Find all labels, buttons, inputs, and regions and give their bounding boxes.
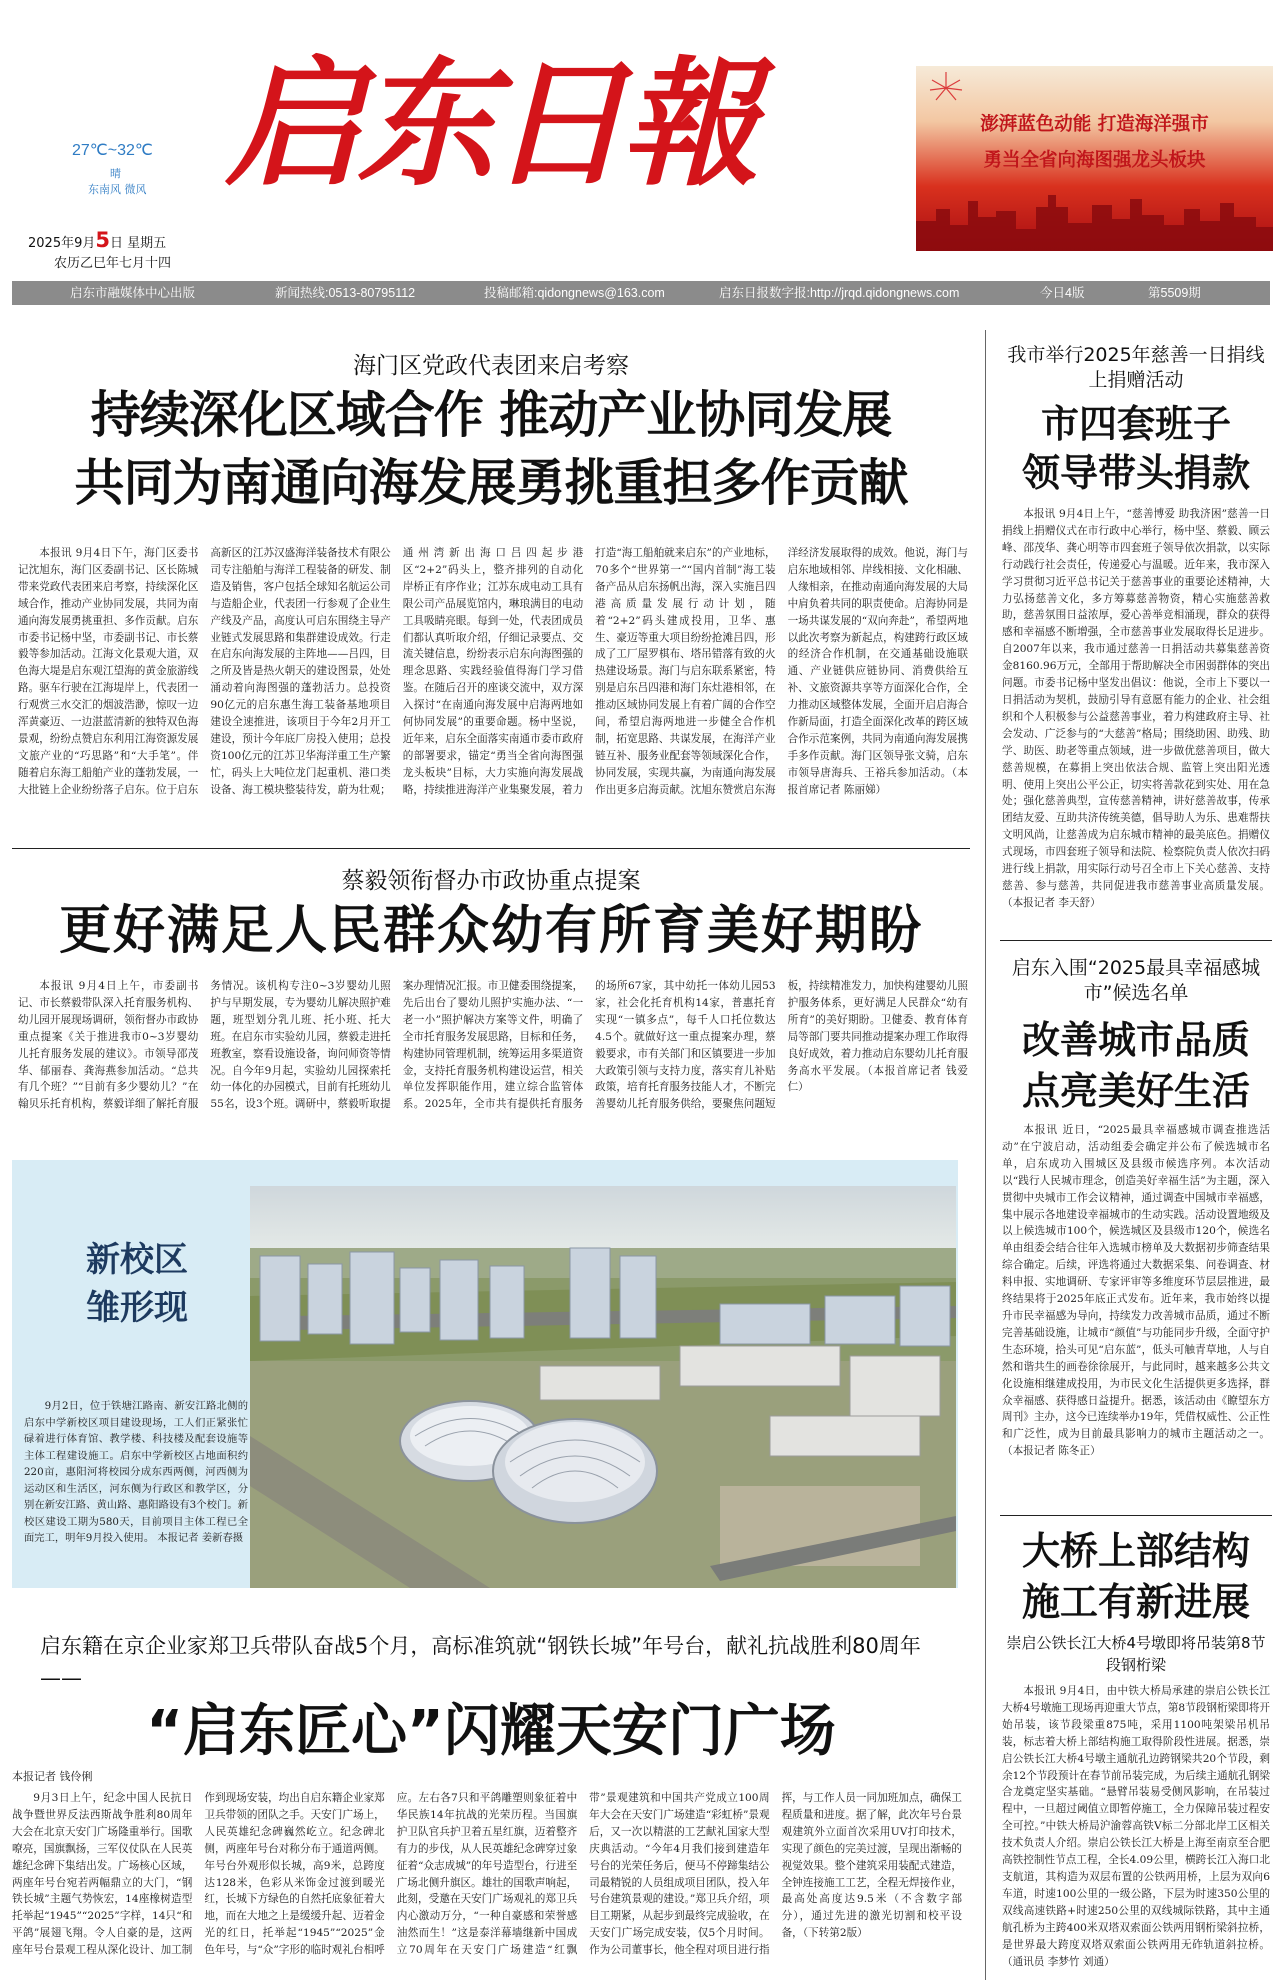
lunar-date: 农历乙巳年七月十四 [54, 256, 172, 271]
weather-temperature: 27℃~32℃ [72, 142, 153, 159]
right-story1-text: 本报讯 9月4日上午，“慈善博爱 助我济困”慈善一日捐线上捐赠仪式在市行政中心举行，杨中坚、蔡毅、顾云峰、邵茂华、龚心明等市四套班子领导依次捐款，以实际行动践行社会责任，传递爱心与温暖。近年来，我市深入学习贯彻习近平总书记关于慈善事业的重要论述精神，大力弘扬慈善文化，多方筹募慈善物资，精心实施慈善救助，慈善氛围日益浓厚，爱心善举竞相涌现，群众的获得感和幸福感不断增强，全市慈善事业发展取得长足进步。自2007年以来，我市通过慈善一日捐活动共募集慈善资金8160.96万元，全部用于帮助解决全市困弱群体的突出问题。市委书记杨中坚发出倡议：他说，全市上下要以一日捐活动为契机，鼓励引导有意愿有能力的企业、社会组织和个人积极参与公益慈善事业，着力构建政府主导、社会发动、广泛参与的“大慈善”格局；围绕助困、助残、助学、助医、助老等重点领域，进一步做优慈善项目，做大慈善规模，在募捐上突出依法合规、监管上突出阳光透明、使用上突出公平公正，切实将善款花到实处、用在急处；强化慈善典型，宣传慈善精神，讲好慈善故事，传承团结友爱、互助共济传统美德，倡导助人为乐、患难帮扶文明风尚，让慈善成为启东城市精神的最美底色。捐赠仪式现场，市四套班子领导和法院、检察院负责人依次扫码进行线上捐款，用实际行动号召全市上下关心慈善、支持慈善、参与慈善，共同促进我市慈善事业高质量发展。（本报记者 李天舒） [1002, 508, 1270, 909]
weather-wind: 东南风 微风 [88, 183, 147, 196]
photo-title-line1: 新校区 [86, 1240, 188, 1280]
page-count: 今日4版 [1040, 286, 1085, 300]
banner-line-2: 勇当全省向海图强龙头板块 [983, 150, 1206, 171]
article3-headline: “启东匠心”闪耀天安门广场 [146, 1699, 836, 1764]
article3-body [12, 1790, 962, 1980]
publisher-label: 启东市融媒体中心出版 [70, 286, 196, 300]
news-hotline: 新闻热线:0513-80795112 [275, 286, 416, 300]
article1-body [18, 545, 968, 840]
photo-title-line2: 雏形现 [86, 1288, 188, 1328]
info-bar [12, 281, 1270, 305]
city-skyline-graphic [916, 181, 1273, 251]
right-story2-headline [1000, 1015, 1272, 1117]
article2-body [18, 978, 968, 1118]
right-story1-headline-line2: 领导带头捐款 [1021, 451, 1250, 495]
photo-caption [24, 1398, 248, 1547]
right-story2-body [1002, 1122, 1270, 1510]
article1-headline-line2: 共同为南通向海发展勇挑重担多作贡献 [74, 454, 908, 512]
right-story1-headline [1000, 400, 1272, 498]
weather-condition: 晴 [110, 167, 121, 180]
banner-line-1: 澎湃蓝色动能 打造海洋强市 [980, 114, 1209, 135]
right-story3-headline [1000, 1526, 1272, 1628]
column-divider [985, 330, 986, 1980]
submission-email[interactable]: 投稿邮箱:qidongnews@163.com [484, 286, 665, 300]
date-suffix: 日 星期五 [109, 236, 167, 251]
article3-text: 9月3日上午，纪念中国人民抗日战争暨世界反法西斯战争胜利80周年大会在北京天安门广场隆重举行。国歌嘹亮，国旗飘扬，三军仪仗队在人民英雄纪念碑下集结出发。广场核心区域，两座年号台宛若两幅鼎立的大门，“钢铁长城”主题气势恢宏，14座橡树造型托举起“1945”“2025”字样，14只“和平鸽”展翅飞翔。令人自豪的是，这两座年号台景观工程从深化设计、加工制作到现场安装，均出自启东籍企业家郑卫兵带领的团队之手。天安门广场上，人民英雄纪念碑巍然屹立。纪念碑北侧，两座年号台对称分布于通道两侧。年号台外观形似长城，高9米，总跨度达128米，色彩从米饰金过渡到暖光红，长城下方绿色的自然托底象征着大地，而在大地之上是缓缓升起、迈着金光的红日，托举起“1945”“2025”金色年号，与“众”字形的临时观礼台相呼应。左右各7只和平鸽雕塑则象征着中华民族14年抗战的光荣历程。当国旗护卫队官兵护卫着五星红旗，迈着整齐有力的步伐，从人民英雄纪念碑穿过象征着“众志成城”的年号造型台，行进至广场北侧升旗区。雄壮的国歌声响起，此刻，受邀在天安门广场观礼的郑卫兵内心激动万分，“一种自豪感和荣誉感油然而生！”这是泰洋幕墙继新中国成立70周年在天安门广场建造“红飘带”景观建筑和中国共产党成立100周年大会在天安门广场建造“彩虹桥”景观后，又一次以精湛的工艺献礼国家大型庆典活动。“今年4月我们接到建造年号台的光荣任务后，便马不停蹄集结公司最精锐的人员组成项目团队，投入年号台建筑景观的建设。”郑卫兵介绍，项目工期紧，从起步到最终完成验收，在天安门广场完成安装，仅5个月时间。作为公司董事长，他全程对项目进行指挥，与工作人员一同加班加点，确保工程质量和进度。据了解，此次年号台景观建筑外立面首次采用UV打印技术，实现了颜色的完美过渡，呈现出渐畅的视觉效果。整个建筑采用装配式建造，全钟连接施工工艺，全程无焊接作业，最高处高度达9.5米（不含数字部分），通过先进的激光切割和校平设备，（下转第2版） [12, 1792, 962, 1957]
right-story3-text: 本报讯 9月4日，由中铁大桥局承建的崇启公铁长江大桥4号墩施工现场再迎重大节点，第8节段钢桁梁即将开始吊装，该节段梁重875吨，采用1100吨架梁吊机吊装，标志着大桥上部结构施工取得阶段性进展。据悉，崇启公铁长江大桥4号墩主通航孔边跨钢梁共20个节段，剩余12个节段预计在春节前吊装完成，为后续主通航孔钢梁合龙奠定坚实基础。“悬臂吊装易受侧风影响，在吊装过程中，一旦超过阈值立即暂停施工，全力保障吊装过程安全可控。”中铁大桥局沪渝蓉高铁V标二分部北岸工区相关技术负责人介绍。崇启公铁长江大桥是上海至南京至合肥高铁控制性节点工程，全长4.09公里，横跨长江入海口北支航道，其构造为双层布置的公铁两用桥，上层为双向6车道，时速100公里的一级公路，下层为时速350公里的双线高速铁路+时速250公里的双线城际铁路，其中主通航孔桥为主跨400米双塔双索面公铁两用钢桁梁斜拉桥，是世界最大跨度双塔双索面公铁两用无砟轨道斜拉桥。（通讯员 李梦竹 刘通） [1002, 1685, 1270, 1968]
article3-byline: 本报记者 钱伶俐 [12, 1770, 93, 1783]
section-divider [1000, 940, 1272, 941]
photo-caption-text: 9月2日，位于铁塘江路南、新安江路北侧的启东中学新校区项目建设现场，工人们正紧张忙碌着进行体育馆、教学楼、科技楼及配套设施等主体工程建设施工。启东中学新校区占地面积约220亩，惠阳河将校园分成东西两侧，河西侧为运动区和生活区，河东侧为行政区和教学区，分别在新安江路、黄山路、惠阳路设有3个校门。新校区建设工期为580天，目前项目主体工程已全面完工，明年9月投入使用。 本报记者 姜新春摄 [24, 1400, 248, 1544]
issue-date [28, 228, 166, 252]
right-story2-headline-line1: 改善城市品质 [1021, 1018, 1250, 1062]
digital-edition-link[interactable]: 启东日报数字报:http://jrqd.qidongnews.com [719, 286, 960, 300]
article1-text: 本报讯 9月4日下午，海门区委书记沈旭东，海门区委副书记、区长陈城带来党政代表团来启考察，持续深化区域合作，推动产业协同发展，共同为南通向海发展勇挑重担、多作贡献。启东市委书记杨中坚，市委副书记、市长蔡毅等参加活动。江海文化景观大道，双色海大堤是启东观江望海的黄金旅游线路。驱车行驶在江海堤岸上，代表团一行观赏三水交汇的烟波浩渺，惊叹一边浑黄豪迈、一边湛蓝清新的独特双色海景观，纷纷点赞启东利用江海资源发展文旅产业的“巧思路”和“大手笔”。伴随着启东海工船舶产业的蓬勃发展，一大批链上企业纷纷落子启东。位于启东高新区的江苏汉盛海洋装备技术有限公司专注船舶与海洋工程装备的研发、制造及销售，客户包括全球知名航运公司与造船企业，代表团一行参观了企业生产线及产品，高度认可启东围绕主导产业链式发展思路和集群建设成效。行走在启东向海发展的主阵地——吕四，目之所及皆是热火朝天的建设图景，处处涌动着向海图强的蓬勃活力。总投资90亿元的启东惠生海工装备基地项目建设全速推进，该项目于今年2月开工建设，预计今年底厂房投入使用；总投资100亿元的江苏卫华海洋重工生产繁忙，码头上大吨位龙门起重机、港口类设备、海工模块整装待发，蔚为壮观；通州湾新出海口吕四起步港区“2+2”码头上，整齐排列的自动化岸桥正有序作业；江苏东成电动工具有限公司产品展览馆内，琳琅满目的电动工具吸睛亮眼。每到一处，代表团成员们都认真听取介绍，仔细记录要点、交流关键信息，纷纷表示启东向海图强的理念思路、实践经验值得海门学习借鉴。在随后召开的座谈交流中，双方深入探讨“在南通向海发展中启海两地如何协同发展”的重要命题。杨中坚说，近年来，启东全面落实南通市委市政府的部署要求，锚定“勇当全省向海图强龙头板块”目标，大力实施向海发展战略，持续推进海洋产业集聚发展，着力打造“海工船舶就来启东”的产业地标，70多个“世界第一”“国内首制”海工装备产品从启东扬帆出海，深入实施吕四港高质量发展行动计划，随着“2+2”码头建成投用，卫华、惠生、豪迈等重大项目纷纷抢滩吕四，形成了工厂屋罗棋布、塔吊错落有致的火热建设场景。海门与启东联系紧密，特别是启东吕四港和海门东灶港相邻，在推动区域协同发展上有着广阔的合作空间，希望启海两地进一步健全合作机制，拓宽思路、共谋发展，在海洋产业链互补、服务业配套等领域深化合作，协同发展，实现共赢，为南通向海发展作出更多启海贡献。沈旭东赞赏启东海洋经济发展取得的成效。他说，海门与启东地域相邻、岸线相接、文化相融、人缘相亲，在推动南通向海发展的大局中肩负着共同的职责使命。启海协同是一场共谋发展的“双向奔赴”，希望两地以此次考察为新起点，构建跨行政区域的经济合作机制，在交通基础设施联通、产业链供应链协同、消费供给互补、文旅资源共享等方面深化合作，全力推动区域整体发展，全面开启启海合作新局面，打造全面深化改革的跨区域合作示范案例，共同为南通向海发展携手多作贡献。海门区领导张文骑，启东市领导唐海兵、王裕兵参加活动。（本报首席记者 陈丽娣） [18, 547, 968, 796]
right-story1-body [1002, 506, 1270, 931]
right-story3-body [1002, 1683, 1270, 1980]
right-story2-text: 本报讯 近日，“2025最具幸福感城市调查推选活动”在宁波启动，活动组委会确定并公布了候选城市名单，启东成功入围城区及县级市候选序列。本次活动以“践行人民城市理念，创造美好幸福生活”为主题，深入贯彻中央城市工作会议精神，通过调查中国城市幸福感，集中展示各地建设幸福城市的生动实践。活动设置地级及以上候选城市100个，候选城区及县级市120个，候选名单由组委会结合往年入选城市榜单及大数据初步筛查结果综合确定。后续，评选将通过大数据采集、问卷调查、材料申报、实地调研、专家评审等多维度环节层层推进，最终结果将于2025年底正式发布。近年来，我市始终以提升市民幸福感为导向，持续发力改善城市品质，通过不断完善基础设施，让城市“颜值”与功能同步升级，全面守护生态环境，拾头可见“启东蓝”，低头可触青草地，人与自然和谐共生的画卷徐徐展开，与此同时，越来越多公共文化设施相继建成投用，为市民文化生活提供更多选择，群众幸福感、获得感日益提升。据悉，该活动由《瞭望东方周刊》主办，这今已连续举办19年，凭借权威性、公正性和广泛性，成为目前最具影响力的城市主题活动之一。（本报记者 陈冬正） [1002, 1124, 1270, 1458]
right-story3-subheading: 崇启公铁长江大桥4号墩即将吊装第8节段钢桁梁 [1006, 1634, 1266, 1674]
newspaper-title: 启东日報 [225, 42, 754, 205]
section-divider [12, 848, 970, 849]
right-story2-kicker: 启东入围“2025最具幸福感城市”候选名单 [1011, 957, 1261, 1004]
promo-banner [916, 66, 1273, 251]
article1-kicker: 海门区党政代表团来启考察 [353, 353, 629, 379]
campus-aerial-image [250, 1186, 956, 1588]
right-story1-kicker: 我市举行2025年慈善一日捐线上捐赠活动 [1007, 344, 1265, 391]
article3-kicker: 启东籍在京企业家郑卫兵带队奋战5个月，高标准筑就“钢铁长城”年号台，献礼抗战胜利80周年—— [40, 1634, 921, 1690]
article2-headline: 更好满足人民群众幼有所育美好期盼 [58, 901, 923, 961]
date-day: 5 [95, 228, 110, 252]
right-story3-headline-line1: 大桥上部结构 [1021, 1529, 1250, 1573]
campus-construction-photo [250, 1186, 956, 1588]
right-story3-headline-line2: 施工有新进展 [1021, 1580, 1250, 1624]
right-story1-headline-line1: 市四套班子 [1040, 402, 1231, 446]
article2-text: 本报讯 9月4日上午，市委副书记、市长蔡毅带队深入托育服务机构、幼儿园开展现场调研，领衔督办市政协重点提案《关于推进我市0~3岁婴幼儿托育服务发展的建议》。市领导邵茂华、郁丽春、龚海燕参加活动。“总共有几个班？”“目前有多少婴幼儿？”在翰贝乐托育机构，蔡毅详细了解托育服务情况。该机构专注0~3岁婴幼儿照护与早期发展，专为婴幼儿解决照护难题，班型划分乳儿班、托小班、托大班。在启东市实验幼儿园，蔡毅走进托班教室，察看设施设备，询问师资等情况。自今年9月起，实验幼儿园探索托幼一体化的办园模式，目前有托班幼儿55名，设3个班。调研中，蔡毅听取提案办理情况汇报。市卫健委围绕提案，先后出台了婴幼儿照护实施办法、“一老一小”照护解决方案等文件，明确了全市托育服务发展思路，目标和任务，构建协同管理机制，统筹运用多渠道资金，支持托育服务机构建设运营，相关单位发挥职能作用，建立综合监管体系。2025年，全市共有提供托育服务的场所67家，其中幼托一体幼儿园53家，社会化托育机构14家，普惠托育实现“一镇多点”，每千人口托位数达4.5个。就做好这一重点提案办理，蔡毅要求，市有关部门和区镇要进一步加大政策引领与支持力度，落实育儿补贴政策，培育托育服务技能人才，不断完善婴幼儿托育服务供给，要聚焦问题短板，持续精准发力，加快构建婴幼儿照护服务体系，更好满足人民群众“幼有所育”的美好期盼。卫健委、教育体育局等部门要共同推动提案办理工作取得良好成效，着力推动启东婴幼儿托育服务高水平发展。（本报首席记者 钱爱仁） [18, 980, 968, 1111]
article2-kicker: 蔡毅领衔督办市政协重点提案 [341, 868, 641, 894]
photo-feature-title [52, 1236, 222, 1332]
right-story2-headline-line2: 点亮美好生活 [1021, 1069, 1250, 1113]
section-divider [1000, 1515, 1272, 1516]
issue-number: 第5509期 [1148, 286, 1201, 300]
article1-headline-line1: 持续深化区域合作 推动产业协同发展 [90, 386, 892, 444]
date-prefix: 2025年9月 [28, 236, 96, 251]
